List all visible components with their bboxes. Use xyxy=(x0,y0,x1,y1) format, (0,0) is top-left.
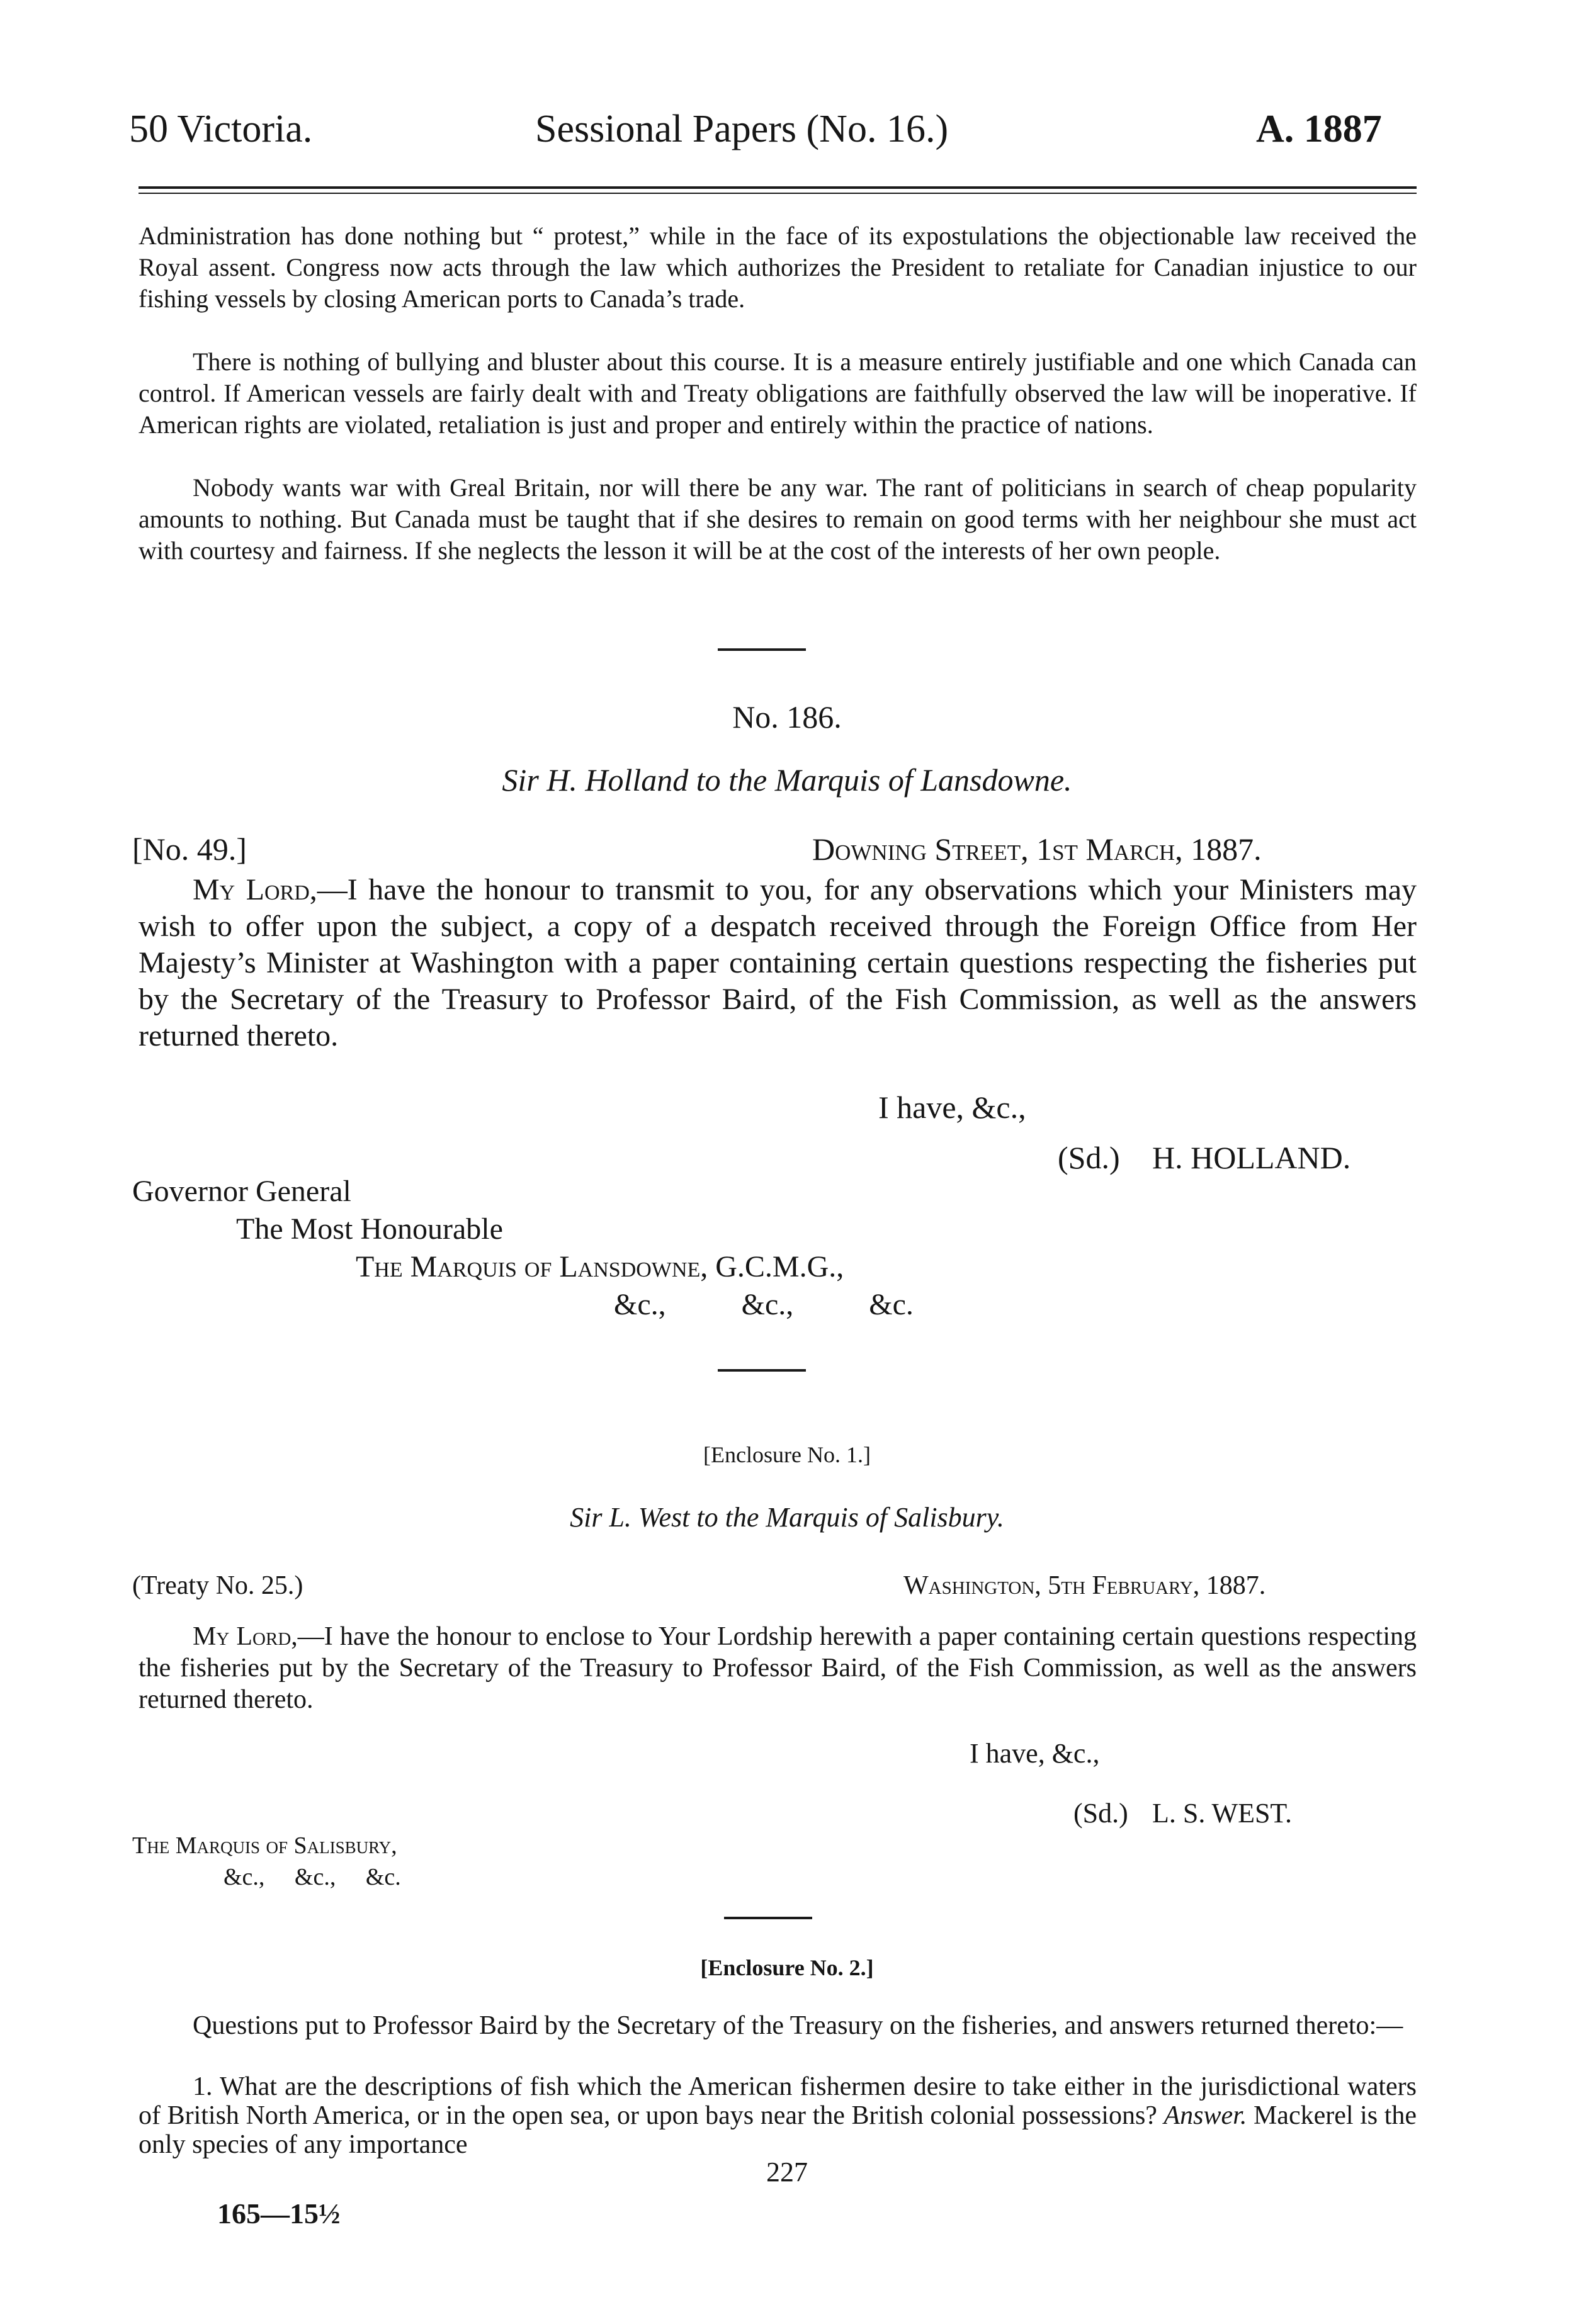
article-paragraph: There is nothing of bullying and bluster about this course. It is a measure entirely justifiable and one which Canada can control. If American vessels are fairly dealt with and Treaty obligations are faithfully observed the law will be inoperative. If American rights are violated, retaliation is just and proper and entirely within the practice of nations. xyxy=(139,347,1417,439)
header-series: A. 1887 xyxy=(1256,108,1382,150)
enclosure-title: Sir L. West to the Marquis of Salisbury. xyxy=(570,1502,1004,1533)
document-number: No. 186. xyxy=(732,699,842,735)
closing: I have, &c., xyxy=(970,1738,1100,1769)
signature-name: H. HOLLAND. xyxy=(1152,1140,1351,1175)
enclosure-label: [Enclosure No. 1.] xyxy=(703,1442,871,1467)
document-title: Sir H. Holland to the Marquis of Lansdowne. xyxy=(502,762,1072,798)
signature-prefix: (Sd.) xyxy=(1073,1798,1128,1829)
document-place-date: Downing Street, 1st March, 1887. xyxy=(812,832,1262,867)
signature-prefix: (Sd.) xyxy=(1058,1140,1120,1175)
page-number: 227 xyxy=(766,2157,808,2187)
enclosure-reference: (Treaty No. 25.) xyxy=(132,1571,303,1600)
section-separator xyxy=(718,1369,806,1372)
letter-body: My Lord,—I have the honour to transmit to you, for any observations which your Ministers may wish to offer upon the subject, a copy of a despatch received through the Foreign Office from Her Majesty’s Minister at Washington with a paper containing certain questions respecting the fisheries put by the Secretary of the Treasury to Professor Baird, of the Fish Commission, as well as the answers returned thereto. xyxy=(139,873,1417,1052)
answer-label: Answer. xyxy=(1164,2101,1247,2130)
article-paragraph: Nobody wants war with Greal Britain, nor will there be any war. The rant of politicians in search of cheap popularity amounts to nothing. But Canada must be taught that if she desires to remain on good terms with her neighbour she must act with courtesy and fairness. If she neglects the lesson it will be at the cost of the interests of her own people. xyxy=(139,473,1417,565)
section-separator xyxy=(718,648,806,651)
article-paragraph: Administration has done nothing but “ protest,” while in the face of its expostulations the objectionable law received the Royal assent. Congress now acts through the law which authorizes the President to retaliate for Canadian injustice to our fishing vessels by closing American ports to Canada’s trade. xyxy=(139,222,1417,313)
header-rule-top xyxy=(139,186,1417,189)
closing: I have, &c., xyxy=(878,1090,1026,1125)
enclosure-place-date: Washington, 5th February, 1887. xyxy=(903,1571,1266,1600)
enclosure-intro: Questions put to Professor Baird by the Secretary of the Treasury on the fisheries, and answers returned thereto:— xyxy=(193,2011,1403,2040)
header-rule-bottom xyxy=(139,193,1417,194)
addressee-line: The Marquis of Lansdowne, G.C.M.G., xyxy=(356,1250,844,1283)
enclosure-body: My Lord,—I have the honour to enclose to Your Lordship herewith a paper containing certain questions respecting the fisheries put by the Secretary of the Treasury to Professor Baird, of the Fish Commission, as well as the answers returned thereto. xyxy=(139,1622,1417,1714)
document-reference: [No. 49.] xyxy=(132,832,247,867)
addressee-line: Governor General xyxy=(132,1175,351,1208)
section-separator xyxy=(724,1917,812,1919)
salutation: My Lord, xyxy=(193,873,317,906)
addressee-line: &c., &c., &c. xyxy=(614,1288,914,1321)
question-text: What are the descriptions of fish which the American fishermen desire to take either in the jurisdictional waters of British North America, or in the open sea, or upon bays near the British colonial possessions? xyxy=(139,2072,1417,2130)
question-paragraph xyxy=(139,2072,1417,2159)
enclosure-label: [Enclosure No. 2.] xyxy=(700,1955,874,1980)
addressee-line: The Most Honourable xyxy=(236,1212,503,1246)
salutation: My Lord, xyxy=(193,1622,298,1651)
header-session: 50 Victoria. xyxy=(129,108,313,150)
addressee-line: &c., &c., &c. xyxy=(224,1864,401,1890)
signature-mark: 165—15½ xyxy=(217,2197,341,2230)
addressee-line: The Marquis of Salisbury, xyxy=(132,1832,397,1859)
header-title: Sessional Papers (No. 16.) xyxy=(535,108,949,150)
answer-text: Mackerel is the only species of any importance xyxy=(139,2101,1417,2159)
question-number: 1. xyxy=(193,2072,213,2101)
signature-name: L. S. WEST. xyxy=(1152,1798,1293,1829)
